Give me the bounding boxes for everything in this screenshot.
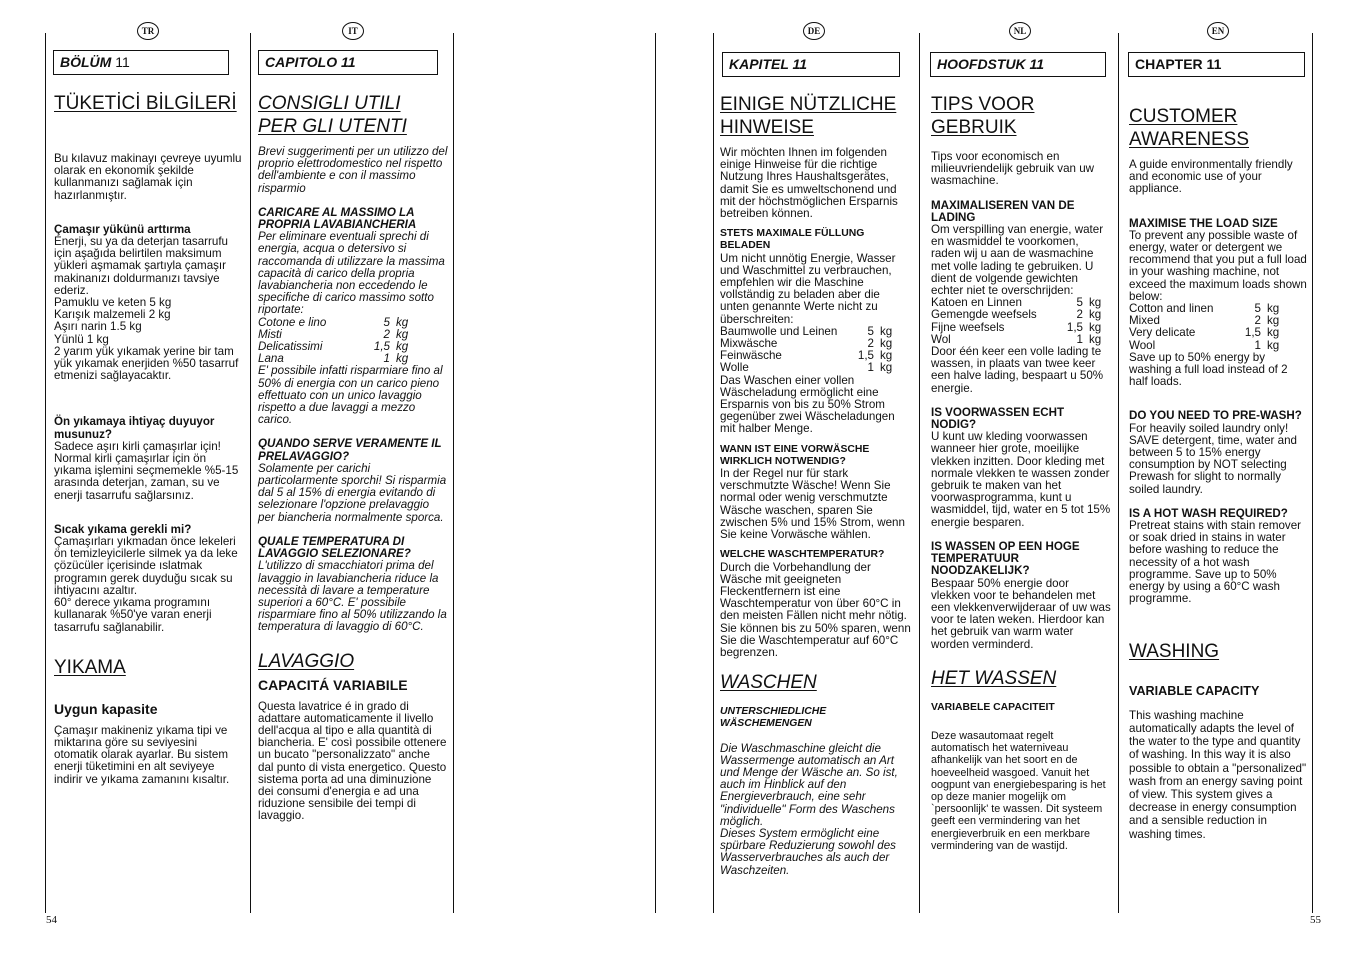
load-qty: 1,5 (1066, 320, 1083, 334)
load-name: Cotton and linen (1129, 302, 1214, 316)
load-name: Fijne weefsels (931, 320, 1005, 334)
load-unit: kg (1267, 314, 1280, 328)
heading-prewash-nl: IS VOORWASSEN ECHT NODIG? (931, 405, 1065, 432)
lang-badge-en: EN (1207, 22, 1229, 40)
heading-prewash-tr: Ön yıkamaya ihtiyaç duyuyor musunuz? (54, 415, 215, 441)
load-row-nl-3 (931, 322, 1111, 334)
load-text-tr: Enerji, su ya da deterjan tasarrufu için aşağıda belirtilen maksimum yükleri aşmamak şartıyla çamaşır makinanızı doldurmanızı tavsiye ederiz. (54, 235, 229, 297)
capacity-text-en: This washing machine automatically adapts the level of the water to the type and quantity of washing. In this way it is also possible to obtain a "personalized" wash from an energy saving point of view. This system gives a decrease in energy consumption and a sensible reduction in washing times. (1129, 708, 1307, 841)
title-washing-en: WASHING (1129, 640, 1220, 662)
load-qty: 2 (1076, 308, 1083, 322)
heading-load-nl: MAXIMALISEREN VAN DE LADING (931, 198, 1075, 224)
heading-prewash-de: WANN IST EINE VORWÄSCHE WIRKLICH NOTWENDIG? (720, 443, 870, 467)
load-row-nl-2 (931, 309, 1111, 321)
chapter-label-tr: BÖLÜM (60, 54, 112, 70)
load-name: Very delicate (1129, 326, 1196, 340)
rule-tr-it (250, 33, 251, 913)
rule-spine-right (713, 33, 714, 913)
load-qty: 1 (1254, 338, 1261, 352)
rule-right-margin (1312, 33, 1313, 913)
load-text-it: Per eliminare eventuali sprechi di energia, acqua o detersivo si raccomanda di utilizzare la massima capacità di carico della propria lavabiancheria non eccedendo le specifiche di carico massimo sotto riportate: (258, 230, 445, 317)
load-unit: kg (880, 337, 893, 351)
load-qty: 5 (867, 324, 874, 338)
load-qty: 2 (383, 327, 390, 341)
load-unit: kg (396, 327, 409, 341)
load-name: Lana (258, 352, 284, 366)
heading-temp-it: QUALE TEMPERATURA DI LAVAGGIO SELEZIONARE? (258, 534, 411, 561)
load-name: Delicatissimi (258, 340, 323, 354)
load-qty: 2 (1254, 314, 1261, 328)
load-text-de: Um nicht unnötig Energie, Wasser und Waschmittel zu verbrauchen, empfehlen wir die Maschine vollständig zu beladen aber die unten genannte Werte nicht zu überschreiten: (720, 251, 896, 326)
load-unit: kg (1089, 296, 1102, 310)
chapter-box-de: KAPITEL 11 (722, 52, 900, 77)
load-qty: 5 (1254, 302, 1261, 316)
heading-capacity-de: UNTERSCHIEDLICHE WÄSCHEMENGEN (720, 706, 827, 730)
load-saving-it: E' possibile infatti risparmiare fino al 50% di energia con un carico pieno effettuato con un unico lavaggio rispetto a due lavaggi a mezzo carico. (258, 364, 443, 427)
prewash-text-nl: U kunt uw kleding voorwassen wanneer hier grote, moeilijke vlekken inzitten. Door kleding met normale vlekken te wassen zonder gebruik te maken van het voorwasprogramma, kunt u wasmiddel, tijd, water en 5 tot 15% energie besparen. (931, 430, 1111, 529)
load-item-tr-3: Aşırı narin 1.5 kg (54, 320, 142, 334)
intro-en: A guide environmentally friendly and economic use of your appliance. (1129, 158, 1293, 196)
heading-prewash-it: QUANDO SERVE VERAMENTE IL PRELAVAGGIO? (258, 437, 442, 463)
load-saving-en: Save up to 50% energy by washing a full load instead of 2 half loads. (1129, 350, 1288, 389)
load-qty: 1 (383, 352, 390, 366)
title-washing-it: LAVAGGIO (258, 650, 355, 672)
hotwash-text-en: Pretreat stains with stain remover or soak dried in stains in water before washing to reduce the necessity of a hot wash programme. Save up to 50% energy by using a 60°C wash programme. (1129, 519, 1302, 606)
load-item-tr-4: Yünlü 1 kg (54, 332, 109, 346)
load-name: Misti (258, 327, 282, 341)
load-saving-de: Das Waschen einer vollen Wäscheladung ermöglicht eine Ersparnis von bis zu 50% Strom gegenüber zwei Wäscheladungen mit halber Menge. (720, 373, 895, 436)
load-name: Feinwäsche (720, 349, 782, 363)
intro-it: Brevi suggerimenti per un utilizzo del proprio elettrodomestico nel rispetto dell'ambiente e con il massimo risparmio (258, 145, 448, 195)
temp-text-it: L'utilizzo di smacchiatori prima del lavaggio in lavabiancheria riduce la necessità di lavare a temperature superiori a 60°C. E' possibile risparmiare fino al 50% utilizzando la temperatura di lavaggio di 60°C. (258, 559, 447, 634)
load-unit: kg (396, 352, 409, 366)
prewash-text-tr: Sadece aşırı kirli çamaşırlar için! Normal kirli çamaşırlar için ön yıkama işlemini seçmemekle %5-15 arasında deterjan, zaman, su ve enerji tasarrufu sağlarsınız. (54, 439, 239, 502)
load-row-de-4 (720, 362, 902, 374)
title-washing-tr: YIKAMA (54, 656, 126, 678)
heading-load-en: MAXIMISE THE LOAD SIZE (1129, 216, 1278, 230)
load-name: Wolle (720, 361, 749, 375)
column-de (720, 93, 912, 877)
load-unit: kg (1267, 302, 1280, 316)
heading-temp-de: WELCHE WASCHTEMPERATUR? (720, 549, 885, 561)
load-name: Gemengde weefsels (931, 308, 1037, 322)
load-name: Cotone e lino (258, 315, 327, 329)
chapter-num-tr: 11 (111, 54, 130, 70)
title-en-line1: CUSTOMER (1129, 106, 1238, 127)
load-qty: 2 (867, 337, 874, 351)
load-row-it-1 (258, 317, 418, 329)
capacity-text-tr: Çamaşır makineniz yıkama tipi ve miktarına göre su seviyesini otomatik olarak ayarlar. Bu sistem enerji tüketimini en alt seviyeye indirir ve yıkama zamanını kısaltır. (54, 723, 230, 786)
heading-capacity-nl: VARIABELE CAPACITEIT (931, 701, 1055, 713)
load-qty: 5 (1076, 296, 1083, 310)
load-text-nl: Om verspilling van energie, water en wasmiddel te voorkomen, raden wij u aan de wasmachine met volle lading te gebruiken. U dient de volgende gewichten echter niet te overschrijden: (931, 223, 1104, 298)
column-tr (54, 92, 242, 786)
hotwash-saving-tr: 60° derece yıkama programını kullanarak %50'ye varan enerji tasarrufu sağlanabilir. (54, 596, 212, 634)
load-qty: 1 (1076, 332, 1083, 346)
rule-it-end (453, 33, 454, 913)
intro-nl: Tips voor economisch en milieuvriendelijk gebruik van uw wasmachine. (931, 150, 1095, 188)
rule-spine-left (655, 33, 656, 913)
heading-load-it: CARICARE AL MASSIMO LA PROPRIA LAVABIANCHERIA (258, 205, 417, 232)
chapter-box-tr (53, 50, 229, 75)
load-qty: 1 (867, 361, 874, 375)
heading-capacity-it: CAPACITÁ VARIABILE (258, 676, 408, 693)
title-nl-line1: TIPS VOOR (931, 94, 1035, 115)
load-unit: kg (880, 324, 893, 338)
temp-text-de: Durch die Vorbehandlung der Wäsche mit geeigneten Fleckentfernern ist eine Waschtemperatur von über 60°C in den meisten Fällen nicht mehr nötig. Sie können bis zu 50% sparen, wenn Sie die Waschtemperatur auf 60°C begrenzen. (720, 560, 911, 659)
load-qty: 1,5 (857, 349, 874, 363)
chapter-box-it: CAPITOLO 11 (258, 50, 438, 75)
title-washing-nl: HET WASSEN (931, 667, 1057, 689)
load-text-en: To prevent any possible waste of energy, water or detergent we recommend that you put a full load in your washing machine, not exceed the maximum loads shown below: (1129, 228, 1307, 303)
rule-de-nl (919, 33, 920, 913)
title-de-line1: EINIGE NÜTZLICHE (720, 94, 897, 115)
chapter-box-nl: HOOFDSTUK 11 (930, 52, 1106, 77)
title-tr: TÜKETİCİ BİLGİLERİ (54, 93, 237, 114)
intro-de: Wir möchten Ihnen im folgenden einige Hinweise für die richtige Nutzung Ihres Haushaltsgerätes, damit Sie es umweltschonend und mit der höchstmöglichen Ersparnis betreiben können. (720, 146, 898, 221)
lang-badge-it: IT (342, 22, 364, 40)
column-nl (931, 93, 1111, 852)
load-saving-nl: Door één keer een volle lading te wassen, in plaats van twee keer een halve lading, bespaart u 50% energie. (931, 345, 1104, 395)
load-unit: kg (1089, 308, 1102, 322)
capacity-text-it: Questa lavatrice é in grado di adattare automaticamente il livello dell'acqua al tipo e alla quantità di biancheria. E' così possibile ottenere un bucato "personalizzato" anche dal punto di vista energetico. Questo sistema porta ad una diminuzione dei consumi d'energia e ad una riduzione sensibile dei tempi di lavaggio. (258, 699, 447, 823)
rule-nl-en (1118, 33, 1119, 913)
rule-left-margin (45, 33, 46, 913)
column-it (258, 92, 448, 823)
load-qty: 5 (383, 315, 390, 329)
page-number-right: 55 (1310, 914, 1321, 926)
intro-tr: Bu kılavuz makinayı çevreye uyumlu olarak en ekonomik şekilde kullanmanızı sağlamak için hazırlanmıştır. (54, 152, 242, 202)
column-en (1129, 105, 1307, 841)
heading-load-tr: Çamaşır yükünü arttırma (54, 222, 191, 236)
prewash-text-en: For heavily soiled laundry only! SAVE detergent, time, water and between 5 to 15% energy consumption by NOT selecting Prewash for slight to normally soiled laundry. (1129, 421, 1297, 496)
heading-load-de: STETS MAXIMALE FÜLLUNG BELADEN (720, 228, 865, 252)
prewash-text-de: In der Regel nur für stark verschmutzte Wäsche! Wenn Sie normal oder wenig verschmutzte Wäsche waschen, sparen Sie zwischen 5% und 15% Strom, wenn Sie keine Vorwäsche wählen. (720, 467, 905, 542)
load-unit: kg (1089, 320, 1102, 334)
load-unit: kg (396, 340, 409, 354)
load-unit: kg (880, 349, 893, 363)
heading-capacity-en: VARIABLE CAPACITY (1129, 683, 1260, 698)
load-unit: kg (1267, 326, 1280, 340)
heading-capacity-tr: Uygun kapasite (54, 700, 158, 717)
lang-badge-de: DE (803, 22, 825, 40)
load-unit: kg (1089, 332, 1102, 346)
title-en-line2: AWARENESS (1129, 129, 1250, 150)
load-qty: 1,5 (1244, 326, 1261, 340)
title-de-line2: HINWEISE (720, 117, 814, 138)
heading-hotwash-tr: Sıcak yıkama gerekli mi? (54, 522, 192, 536)
hotwash-text-nl: Bespaar 50% energie door vlekken voor te behandelen met een vlekkenverwijderaar of uw was voor te laten weken. Hierdoor kan het gebruik van warm water worden verminderd. (931, 576, 1111, 651)
load-row-en-3 (1129, 327, 1289, 339)
load-row-en-4 (1129, 340, 1289, 352)
load-name: Baumwolle und Leinen (720, 324, 838, 338)
heading-hotwash-nl: IS WASSEN OP EEN HOGE TEMPERATUUR NOODZAKELIJK? (931, 539, 1080, 578)
prewash-text-it: Solamente per carichi particolarmente sporchi! Si risparmia dal 5 al 15% di energia evitando di selezionare l'opzione prelavaggio per biancheria normalmente sporca. (258, 461, 447, 524)
page-number-left: 54 (46, 914, 57, 926)
load-name: Wool (1129, 338, 1156, 352)
capacity-text-nl: Deze wasautomaat regelt automatisch het waterniveau afhankelijk van het soort en de hoeveelheid wasgoed. Vanuit het oogpunt van energiebesparing is het op deze manier mogelijk om `persoonlijk' te wassen. Dit systeem geeft een vermindering van het energieverbruik en een merkbare vermindering van de wastijd. (931, 729, 1106, 852)
load-name: Katoen en Linnen (931, 296, 1022, 310)
lang-badge-nl: NL (1009, 22, 1031, 40)
load-unit: kg (1267, 338, 1280, 352)
load-qty: 1,5 (373, 340, 390, 354)
capacity-text-de: Die Waschmaschine gleicht die Wassermenge automatisch an Art und Menge der Wäsche an. So ist, auch im Hinblick auf den Energieverbrauch, eine sehr "individuelle" Form des Waschens möglich. (720, 741, 898, 828)
load-saving-tr: 2 yarım yük yıkamak yerine bir tam yük yıkamak enerjiden %50 tasarruf etmenizi sağlayacaktır. (54, 344, 239, 383)
capacity-text-de-2: Dieses System ermöglicht eine spürbare Reduzierung sowohl des Wasserverbrauches als auch der Waschzeiten. (720, 826, 896, 877)
load-item-tr-1: Pamuklu ve keten 5 kg (54, 296, 172, 310)
load-name: Mixwäsche (720, 337, 778, 351)
heading-prewash-en: DO YOU NEED TO PRE-WASH? (1129, 409, 1302, 423)
load-unit: kg (880, 361, 893, 375)
hotwash-text-tr: Çamaşırları yıkmadan önce lekeleri ön temizleyicilerle silmek ya da leke çözücüler içerisinde ıslatmak programın gerek duyduğu sıcak su ihtiyacını azaltır. (54, 535, 238, 597)
title-nl-line2: GEBRUIK (931, 117, 1017, 138)
load-item-tr-2: Karışık malzemeli 2 kg (54, 308, 171, 322)
load-unit: kg (396, 315, 409, 329)
load-name: Wol (931, 332, 951, 346)
title-it-line2: PER GLI UTENTI (258, 116, 407, 137)
chapter-box-en: CHAPTER 11 (1128, 52, 1305, 77)
lang-badge-tr: TR (137, 22, 159, 40)
title-it-line1: CONSIGLI UTILI (258, 93, 401, 114)
heading-hotwash-en: IS A HOT WASH REQUIRED? (1129, 506, 1288, 520)
load-name: Mixed (1129, 314, 1160, 328)
title-washing-de: WASCHEN (720, 672, 817, 694)
